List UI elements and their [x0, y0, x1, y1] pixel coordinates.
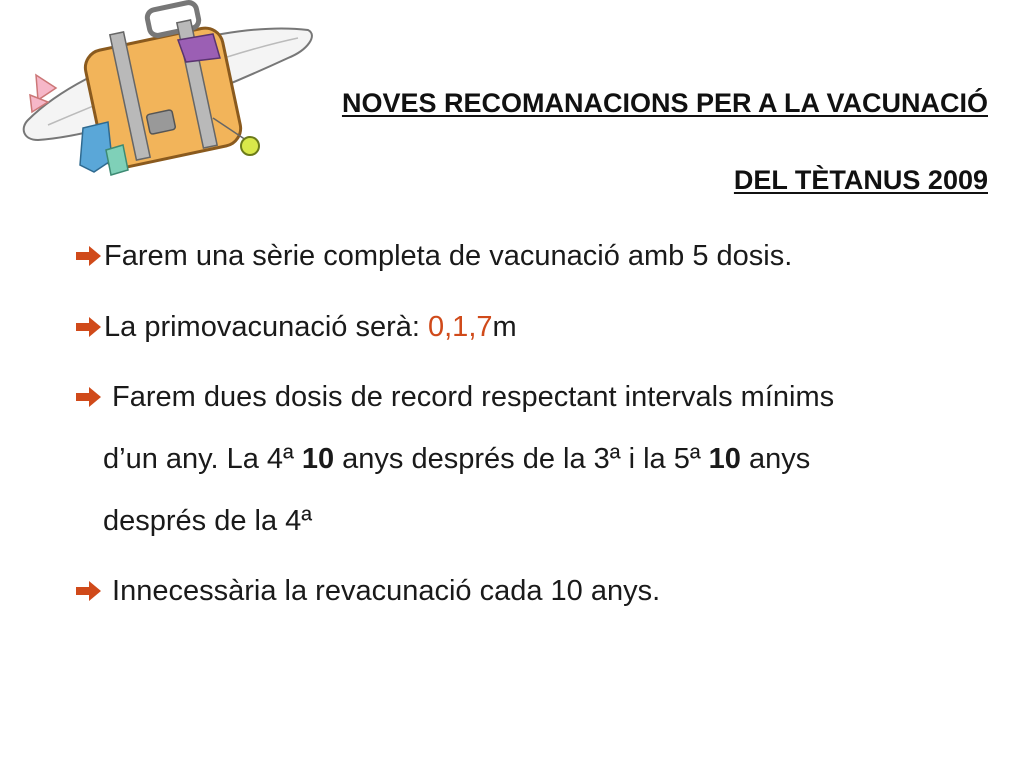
title-line-2: DEL TÈTANUS 2009: [733, 165, 988, 195]
bullet-item-1: [74, 225, 974, 287]
bullet-text-3d: anys: [740, 443, 811, 475]
schedule-highlight: 0,1,7: [428, 311, 493, 343]
years-bold-1: 10: [301, 443, 335, 475]
bullet-text-2b: m: [492, 311, 517, 343]
bullet-text-2a: La primovacunació serà:: [104, 311, 428, 343]
bullet-text-3b: d’un any. La 4ª: [103, 443, 302, 475]
right-arrow-icon: [74, 386, 102, 408]
bullet-item-3: [74, 366, 974, 552]
bullet-text-3c: anys després de la 3ª i la 5ª: [334, 443, 709, 475]
bullet-item-2: [74, 296, 974, 358]
right-arrow-icon: [74, 316, 102, 338]
bullet-text-4: Innecessària la revacunació cada 10 anys.: [104, 575, 661, 607]
bullet-text-3e: després de la 4ª: [103, 505, 313, 537]
suitcase-clipart: [8, 0, 318, 185]
right-arrow-icon: [74, 580, 102, 602]
bullet-text-3a: Farem dues dosis de record respectant intervals mínims: [104, 381, 835, 413]
right-arrow-icon: [74, 245, 102, 267]
bullet-3-line-2: [74, 428, 974, 490]
title-line-1: NOVES RECOMANACIONS PER A LA VACUNACIÓ: [341, 88, 988, 118]
bullet-text-1: Farem una sèrie completa de vacunació amb 5 dosis.: [104, 240, 793, 272]
bullet-item-4: [74, 560, 974, 622]
years-bold-2: 10: [708, 443, 741, 475]
